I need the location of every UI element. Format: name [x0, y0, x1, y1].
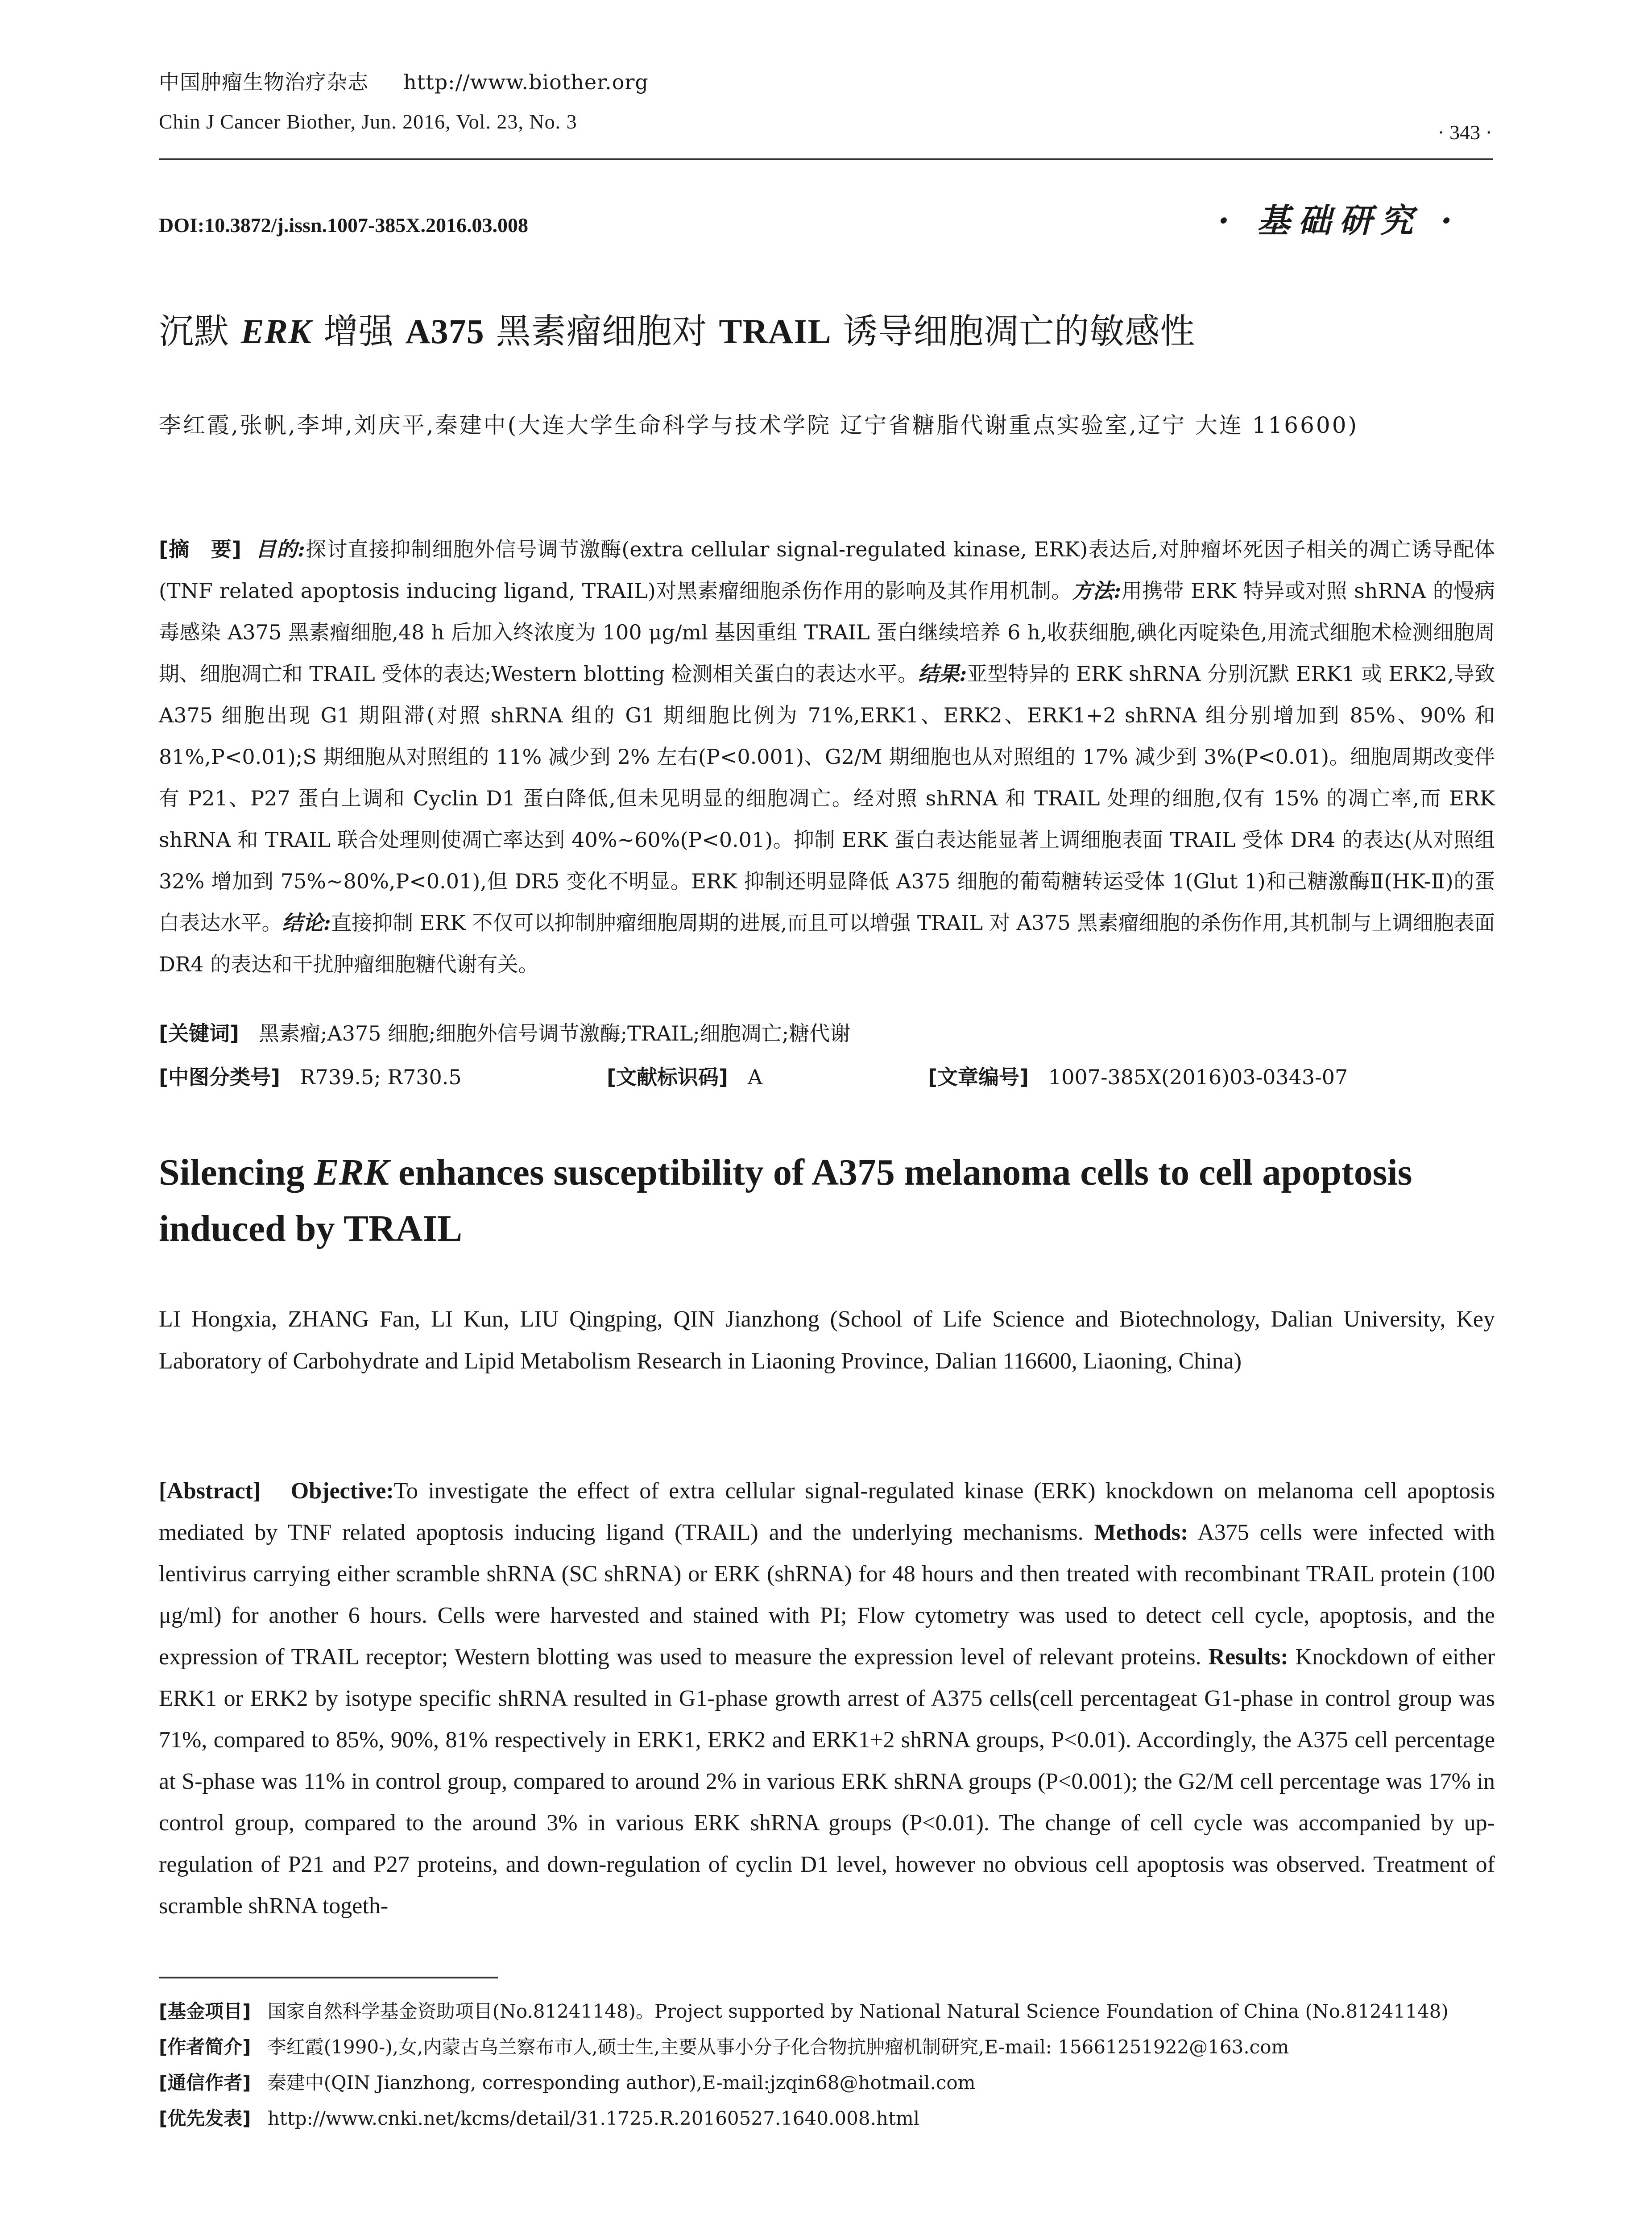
doc-code-row [607, 1061, 762, 1091]
keywords-label: [关键词] [159, 1021, 240, 1045]
conclusion-label-cn: 结论: [282, 911, 331, 935]
article-number-row [928, 1061, 1348, 1091]
journal-url[interactable]: http://www.biother.org [403, 70, 649, 94]
abstract-en-label: [Abstract] [159, 1478, 261, 1504]
title-cn-part: 诱导细胞凋亡的敏感性 [831, 311, 1196, 352]
footnote-priority [159, 2104, 1497, 2131]
methods-label-en: Methods: [1094, 1520, 1188, 1545]
footnote-label: [优先发表] [159, 2107, 251, 2129]
abstract-cn [159, 529, 1495, 985]
header-rule [159, 158, 1493, 160]
footnote-corresponding [159, 2068, 1497, 2095]
footnote-link[interactable]: http://www.cnki.net/kcms/detail/31.1725.R.20160527.1640.008.html [267, 2107, 920, 2129]
classification-row [159, 1061, 462, 1091]
clc-value: R739.5; R730.5 [299, 1065, 462, 1089]
footnote-funding [159, 1997, 1497, 2024]
footnote-rule [159, 1977, 498, 1978]
footnote-text: 李红霞(1990-),女,内蒙古乌兰察布市人,硕士生,主要从事小分子化合物抗肿瘤机制研究,E-mail: 15661251922@163.com [267, 2036, 1289, 2058]
objective-cn: 探讨直接抑制细胞外信号调节激酶(extra cellular signal-regulated kinase, ERK)表达后,对肿瘤坏死因子相关的凋亡诱导配体(TNF related apoptosis inducing ligand, TRAIL)对黑素瘤细胞杀伤作用的影响及其作用机制。 [159, 537, 1495, 603]
footnote-author-bio [159, 2032, 1497, 2059]
footnote-label: [通信作者] [159, 2072, 251, 2094]
doc-code-value: A [747, 1065, 763, 1089]
keywords-row [159, 1017, 850, 1047]
title-en [159, 1145, 1497, 1257]
title-cn-part: 黑素瘤细胞对 [484, 311, 719, 352]
results-label-cn: 结果: [918, 662, 967, 686]
article-number-value: 1007-385X(2016)03-0343-07 [1048, 1065, 1348, 1089]
methods-cn: 用携带 ERK 特异或对照 shRNA 的慢病毒感染 A375 黑素瘤细胞,48 h 后加入终浓度为 100 μg/ml 基因重组 TRAIL 蛋白继续培养 6 h,收获细胞,碘化丙啶染色,用流式细胞术检测细胞周期、细胞凋亡和 TRAIL 受体的表达;Western blotting 检测相关蛋白的表达水平。 [159, 579, 1495, 686]
title-cn-gene: ERK [240, 312, 312, 351]
objective-label-cn: 目的: [255, 537, 305, 561]
section-tag: · 基础研究 · [1217, 202, 1460, 240]
footnote-label: [基金项目] [159, 2000, 251, 2022]
footnote-text: 国家自然科学基金资助项目(No.81241148)。Project supported by National Natural Science Foundation of China (No.81241148) [267, 2000, 1449, 2022]
title-cn-part: 沉默 [159, 311, 241, 352]
journal-header-line1 [159, 66, 649, 95]
objective-en: To investigate the effect of extra cellular signal-regulated kinase (ERK) knockdown on melanoma cell apoptosis mediated by TNF related apoptosis inducing ligand (TRAIL) and the underlying mechanisms. [159, 1478, 1495, 1545]
page-number: · 343 · [1437, 121, 1492, 144]
results-label-en: Results: [1208, 1644, 1288, 1670]
title-en-part: enhances susceptibility of A375 melanoma cells to cell apoptosis induced by TRAIL [159, 1152, 1412, 1249]
doi[interactable]: DOI:10.3872/j.issn.1007-385X.2016.03.008 [159, 214, 529, 236]
journal-name-cn: 中国肿瘤生物治疗杂志 [159, 70, 368, 94]
abstract-en [159, 1470, 1495, 1927]
authors-en: LI Hongxia, ZHANG Fan, LI Kun, LIU Qingping, QIN Jianzhong (School of Life Science and Biotechnology, Dalian University, Key Laboratory of Carbohydrate and Lipid Metabolism Research in Liaoning Province, Dalian 116600, Liaoning, China) [159, 1306, 1495, 1374]
methods-label-cn: 方法: [1072, 579, 1122, 603]
conclusion-cn: 直接抑制 ERK 不仅可以抑制肿瘤细胞周期的进展,而且可以增强 TRAIL 对 A375 黑素瘤细胞的杀伤作用,其机制与上调细胞表面 DR4 的表达和干扰肿瘤细胞糖代谢有关。 [159, 911, 1495, 976]
results-cn: 亚型特异的 ERK shRNA 分别沉默 ERK1 或 ERK2,导致 A375 细胞出现 G1 期阻滞(对照 shRNA 组的 G1 期细胞比例为 71%,ERK1、ERK2、ERK1+2 shRNA 组分别增加到 85%、90% 和 81%,P<0.01);S 期细胞从对照组的 11% 减少到 2% 左右(P<0.001)、G2/M 期细胞也从对照组的 17% 减少到 3%(P<0.01)。细胞周期改变伴有 P21、P27 蛋白上调和 Cyclin D1 蛋白降低,但未见明显的细胞凋亡。经对照 shRNA 和 TRAIL 处理的细胞,仅有 15% 的凋亡率,而 ERK shRNA 和 TRAIL 联合处理则使凋亡率达到 40%~60%(P<0.01)。抑制 ERK 蛋白表达能显著上调细胞表面 TRAIL 受体 DR4 的表达(从对照组 32% 增加到 75%~80%,P<0.01),但 DR5 变化不明显。ERK 抑制还明显降低 A375 细胞的葡萄糖转运受体 1(Glut 1)和己糖激酶Ⅱ(HK-Ⅱ)的蛋白表达水平。 [159, 662, 1495, 935]
doc-code-label: [文献标识码] [607, 1065, 729, 1089]
footnote-label: [作者简介] [159, 2036, 251, 2058]
methods-en: A375 cells were infected with lentivirus carrying either scramble shRNA (SC shRNA) or ERK (shRNA) for 48 hours and then treated with recombinant TRAIL protein (100 μg/ml) for another 6 hours. Cells were harvested and stained with PI; Flow cytometry was used to detect cell cycle, apoptosis, and the expression of TRAIL receptor; Western blotting was used to measure the expression level of relevant proteins. [159, 1520, 1495, 1670]
title-en-gene: ERK [314, 1152, 389, 1193]
results-en: Knockdown of either ERK1 or ERK2 by isotype specific shRNA resulted in G1-phase growth arrest of A375 cells(cell percentageat G1-phase in control group was 71%, compared to 85%, 90%, 81% respectively in ERK1, ERK2 and ERK1+2 shRNA groups, P<0.01). Accordingly, the A375 cell percentage at S-phase was 11% in control group, compared to around 2% in various ERK shRNA groups (P<0.001); the G2/M cell percentage was 17% in control group, compared to the around 3% in various ERK shRNA groups (P<0.01). The change of cell cycle was accompanied by up-regulation of P21 and P27 proteins, and down-regulation of cyclin D1 level, however no obvious cell apoptosis was observed. Treatment of scramble shRNA togeth- [159, 1644, 1495, 1919]
objective-label-en: Objective: [290, 1478, 394, 1504]
title-cn-cell: A375 [405, 312, 484, 351]
title-en-part: Silencing [159, 1152, 314, 1193]
title-cn [159, 303, 1195, 353]
abstract-cn-label: [摘 要] [159, 537, 241, 561]
journal-name-en: Chin J Cancer Biother, Jun. 2016, Vol. 23, No. 3 [159, 110, 577, 133]
title-cn-trail: TRAIL [719, 312, 832, 351]
footnote-text: 秦建中(QIN Jianzhong, corresponding author),E-mail:jzqin68@hotmail.com [267, 2072, 976, 2094]
authors-cn: 李红霞,张帆,李坤,刘庆平,秦建中(大连大学生命科学与技术学院 辽宁省糖脂代谢重点实验室,辽宁 大连 116600) [159, 412, 1359, 438]
keywords-text: 黑素瘤;A375 细胞;细胞外信号调节激酶;TRAIL;细胞凋亡;糖代谢 [258, 1021, 851, 1045]
title-cn-part: 增强 [311, 311, 406, 352]
article-number-label: [文章编号] [928, 1065, 1029, 1089]
clc-label: [中图分类号] [159, 1065, 281, 1089]
